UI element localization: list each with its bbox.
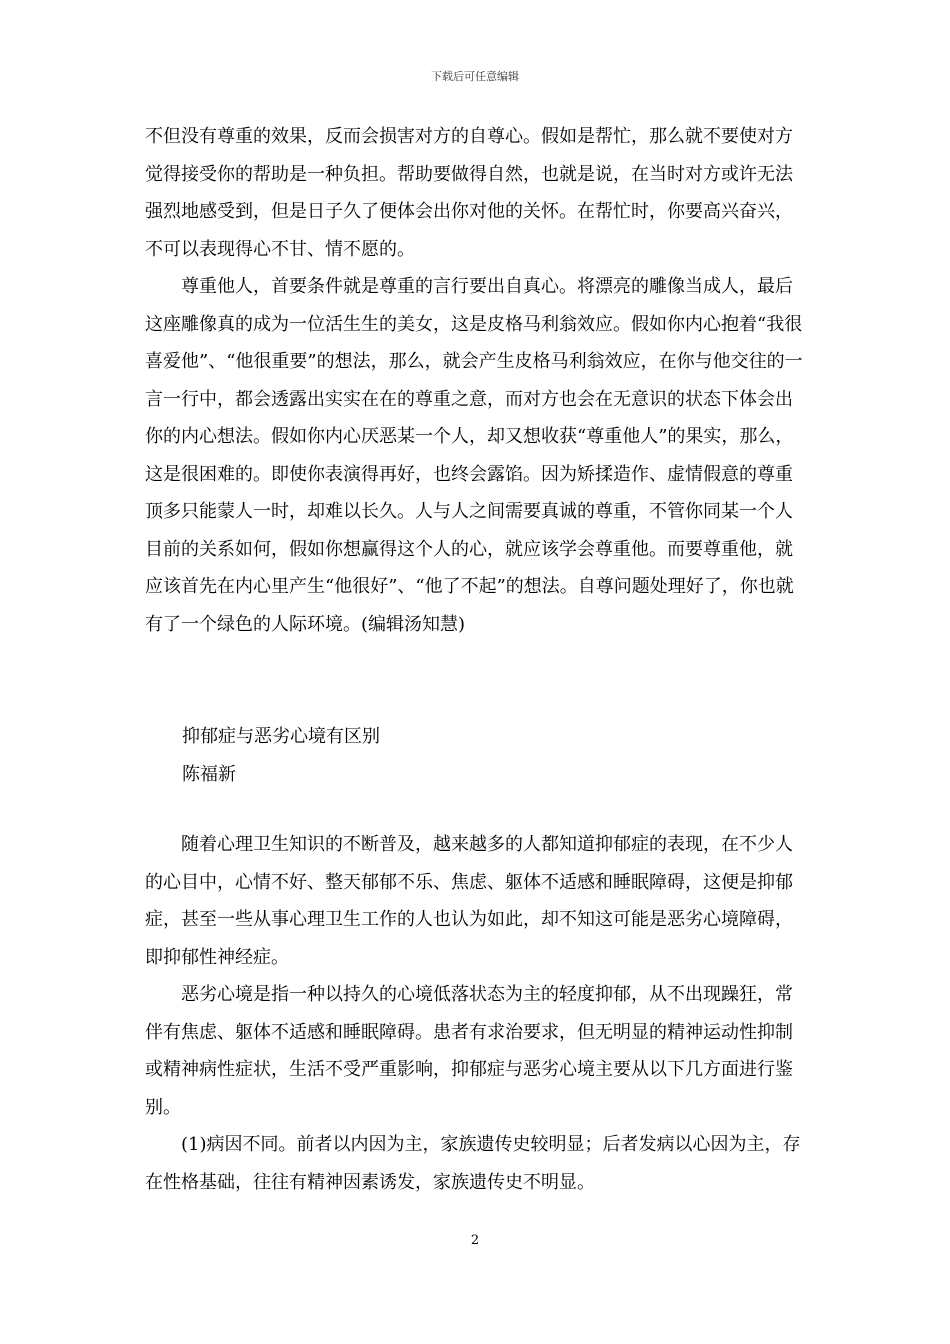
paragraph-respect-sincere: 尊重他人，首要条件就是尊重的言行要出自真心。将漂亮的雕像当成人，最后这座雕像真的成为一位活生生的美女，这是皮格马利翁效应。假如你内心抱着“我很喜爱他”、“他很重要”的想法，那么，就会产生皮格马利翁效应，在你与他交往的一言一行中，都会透露出实实在在的尊重之意，而对方也会在无意识的状态下体会出你的内心想法。假如你内心厌恶某一个人，却又想收获“尊重他人”的果实，那么，这是很困难的。即使你表演得再好，也终会露馅。因为矫揉造作、虚情假意的尊重顶多只能蒙人一时，却难以长久。人与人之间需要真诚的尊重，不管你同某一个人目前的关系如何，假如你想赢得这个人的心，就应该学会尊重他。而要尊重他，就应该首先在内心里产生“他很好”、“他了不起”的想法。自尊问题处理好了，你也就有了一个绿色的人际环境。(编辑汤知慧) xyxy=(145,276,803,635)
section-continued-text xyxy=(145,118,807,643)
paragraph-respect-help: 不但没有尊重的效果，反而会损害对方的自尊心。假如是帮忙，那么就不要使对方觉得接受你的帮助是一种负担。帮助要做得自然，也就是说，在当时对方或许无法强烈地感受到，但是日子久了便体会出你对他的关怀。在帮忙时，你要高兴奋兴，不可以表现得心不甘、情不愿的。 xyxy=(145,126,793,260)
article-title: 抑郁症与恶劣心境有区别 xyxy=(182,726,380,747)
article-body xyxy=(145,826,807,1201)
page-number: 2 xyxy=(470,1233,480,1248)
paragraph-definition: 恶劣心境是指一种以持久的心境低落状态为主的轻度抑郁，从不出现躁狂，常伴有焦虑、躯体不适感和睡眠障碍。患者有求治要求，但无明显的精神运动性抑制或精神病性症状，生活不受严重影响，抑郁症与恶劣心境主要从以下几方面进行鉴别。 xyxy=(145,984,793,1118)
paragraph-cause: (1)病因不同。前者以内因为主，家族遗传史较明显；后者发病以心因为主，存在性格基础，往往有精神因素诱发，家族遗传史不明显。 xyxy=(145,1134,801,1193)
page-header: 下载后可任意编辑 xyxy=(431,70,519,83)
paragraph-intro: 随着心理卫生知识的不断普及，越来越多的人都知道抑郁症的表现，在不少人的心目中，心情不好、整天郁郁不乐、焦虑、躯体不适感和睡眠障碍，这便是抑郁症，甚至一些从事心理卫生工作的人也认为如此，却不知这可能是恶劣心境障碍，即抑郁性神经症。 xyxy=(145,834,793,968)
article-author: 陈福新 xyxy=(182,764,236,785)
